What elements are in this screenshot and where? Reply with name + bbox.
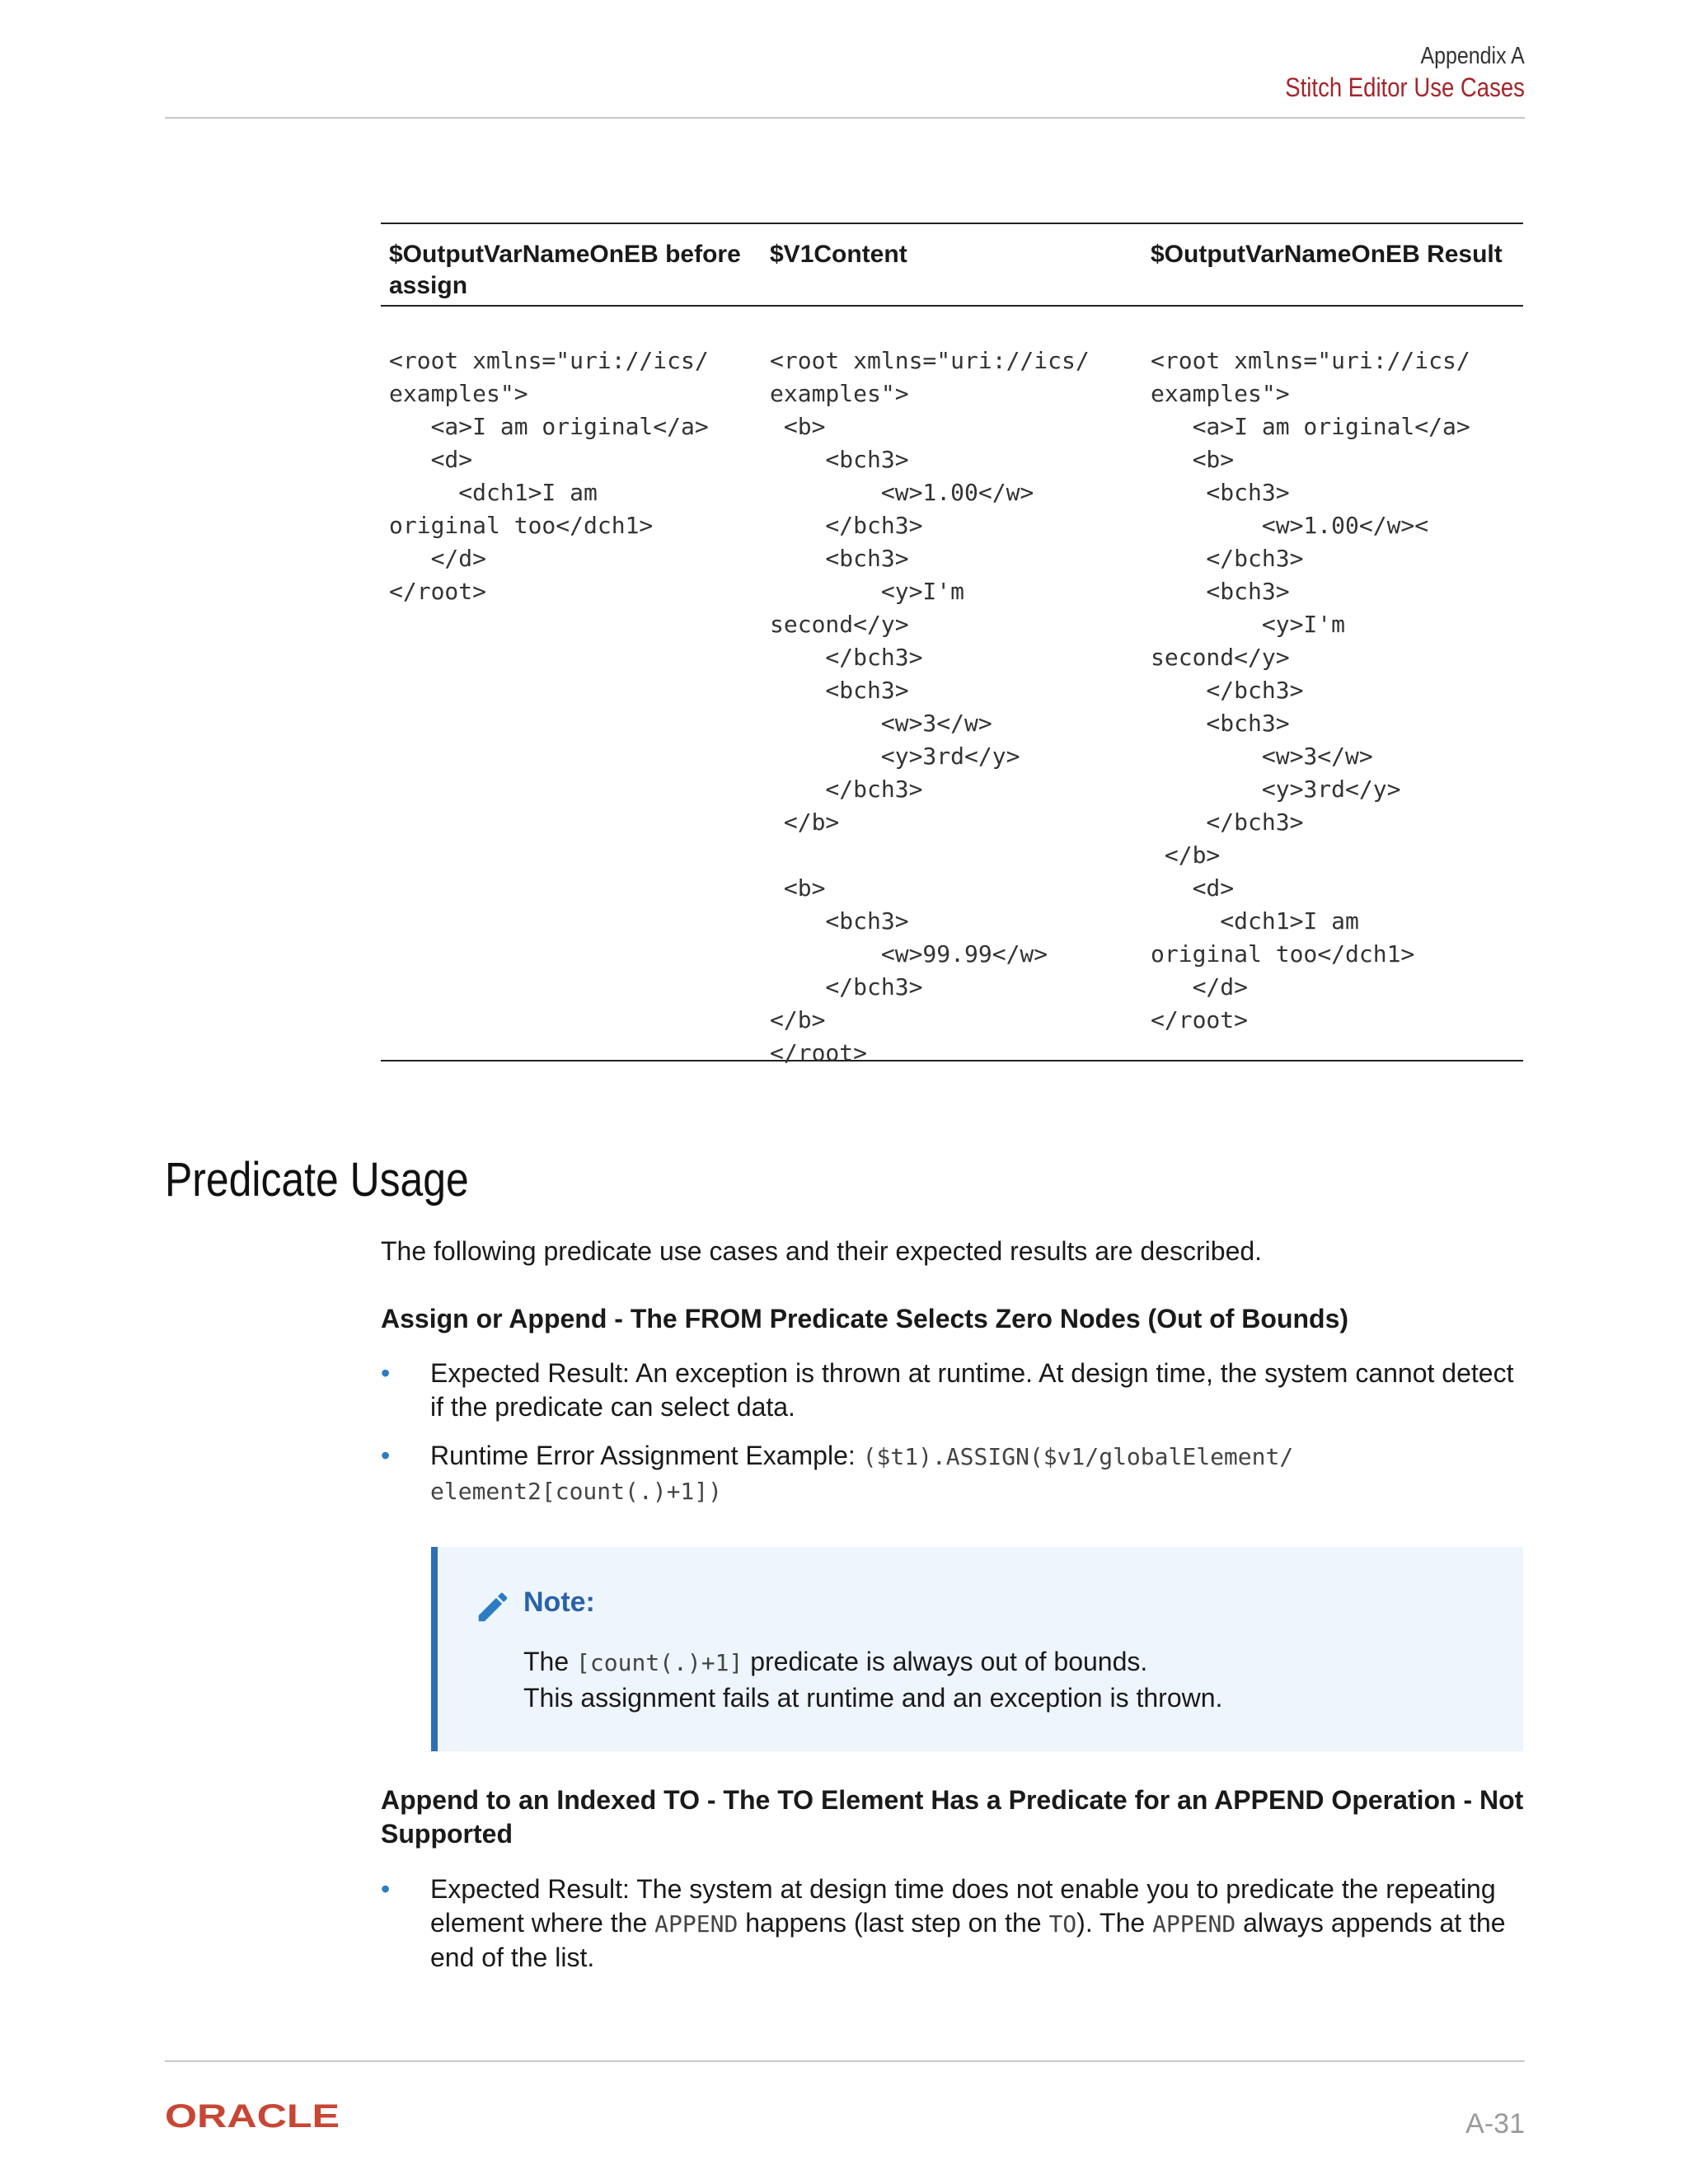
note-line-2: This assignment fails at runtime and an exception is thrown.	[523, 1683, 1223, 1713]
bullet-icon: •	[381, 1441, 391, 1470]
append-code: APPEND	[1152, 1910, 1236, 1938]
expected-result-text-mid1: happens (last step on the	[738, 1908, 1049, 1938]
pencil-icon	[474, 1588, 512, 1626]
bullet-icon: •	[381, 1358, 391, 1388]
table-header-row	[381, 224, 1523, 305]
xml-comparison-table	[381, 223, 1523, 1066]
code-v1content: <root xmlns="uri://ics/ examples"> <b> <bch3> <w>1.00</w> </bch3> <bch3> <y>I'm second</y> </bch3> <bch3> <w>3</w> <y>3rd</y> </bch3> </b> <b> <bch3> <w>99.99</w> </bch3> </b> </root>	[770, 347, 1090, 1066]
case-heading-out-of-bounds: Assign or Append - The FROM Predicate Selects Zero Nodes (Out of Bounds)	[381, 1304, 1349, 1333]
table-cell-v1content	[762, 344, 1142, 1066]
bullet-icon: •	[381, 1874, 391, 1904]
code-before-assign: <root xmlns="uri://ics/ examples"> <a>I am original</a> <d> <dch1>I am original too</dch1> </d> </root>	[389, 347, 709, 605]
runtime-error-code: ($t1).ASSIGN($v1/globalElement/ element2[count(.)+1])	[430, 1443, 1294, 1505]
bullet-list	[381, 1872, 1526, 1975]
column-header-result: $OutputVarNameOnEB Result	[1151, 241, 1503, 268]
list-item	[381, 1439, 1526, 1508]
page-number: A-31	[1465, 2108, 1525, 2139]
table-cell-result	[1142, 344, 1523, 1060]
list-item	[381, 1357, 1526, 1424]
section-title: Predicate Usage	[165, 1153, 469, 1207]
oracle-logo	[165, 2102, 348, 2130]
note-text-pre: The	[523, 1647, 577, 1676]
append-code: APPEND	[654, 1910, 738, 1938]
note-text-post: predicate is always out of bounds.	[743, 1647, 1148, 1676]
running-header-appendix: Appendix A	[1420, 43, 1525, 69]
note-box	[431, 1547, 1523, 1751]
expected-result-text: Expected Result: An exception is thrown at runtime. At design time, the system cannot detect if the predicate can select data.	[430, 1358, 1514, 1422]
note-body	[523, 1644, 1222, 1715]
column-header-v1content: $V1Content	[770, 241, 907, 268]
list-item	[381, 1872, 1526, 1975]
expected-result-text-pre: Expected Result: The system at design time does not enable you to predicate the repeating element where the	[430, 1874, 1496, 1938]
section-intro: The following predicate use cases and their expected results are described.	[381, 1236, 1263, 1266]
note-code: [count(.)+1]	[576, 1649, 743, 1676]
case-heading-indexed-to: Append to an Indexed TO - The TO Element Has a Predicate for an APPEND Operation - Not Supported	[381, 1785, 1524, 1849]
oracle-logo-text: ORACLE	[165, 2102, 340, 2130]
bullet-list	[381, 1439, 1526, 1508]
table-cell-before-assign	[381, 344, 762, 1060]
footer-divider	[165, 2060, 1525, 2062]
running-header-section: Stitch Editor Use Cases	[1285, 73, 1525, 102]
expected-result-text-post: always appends at the end of the list.	[430, 1908, 1506, 1972]
note-label: Note:	[523, 1586, 595, 1618]
bullet-list	[381, 1357, 1526, 1424]
header-divider	[165, 117, 1525, 119]
runtime-error-label: Runtime Error Assignment Example:	[430, 1441, 863, 1470]
column-header-before-assign: $OutputVarNameOnEB before assign	[389, 241, 741, 299]
code-result: <root xmlns="uri://ics/ examples"> <a>I am original</a> <b> <bch3> <w>1.00</w>< </bch3> <bch3> <y>I'm second</y> </bch3> <bch3> <w>3</w> <y>3rd</y> </bch3> </b> <d> <dch1>I am original too</dch1> </d> </root>	[1151, 347, 1470, 1033]
note-line-1	[523, 1644, 1222, 1680]
table-row	[381, 307, 1523, 1066]
expected-result-text-mid2: ). The	[1076, 1908, 1153, 1938]
to-code: TO	[1048, 1910, 1077, 1938]
